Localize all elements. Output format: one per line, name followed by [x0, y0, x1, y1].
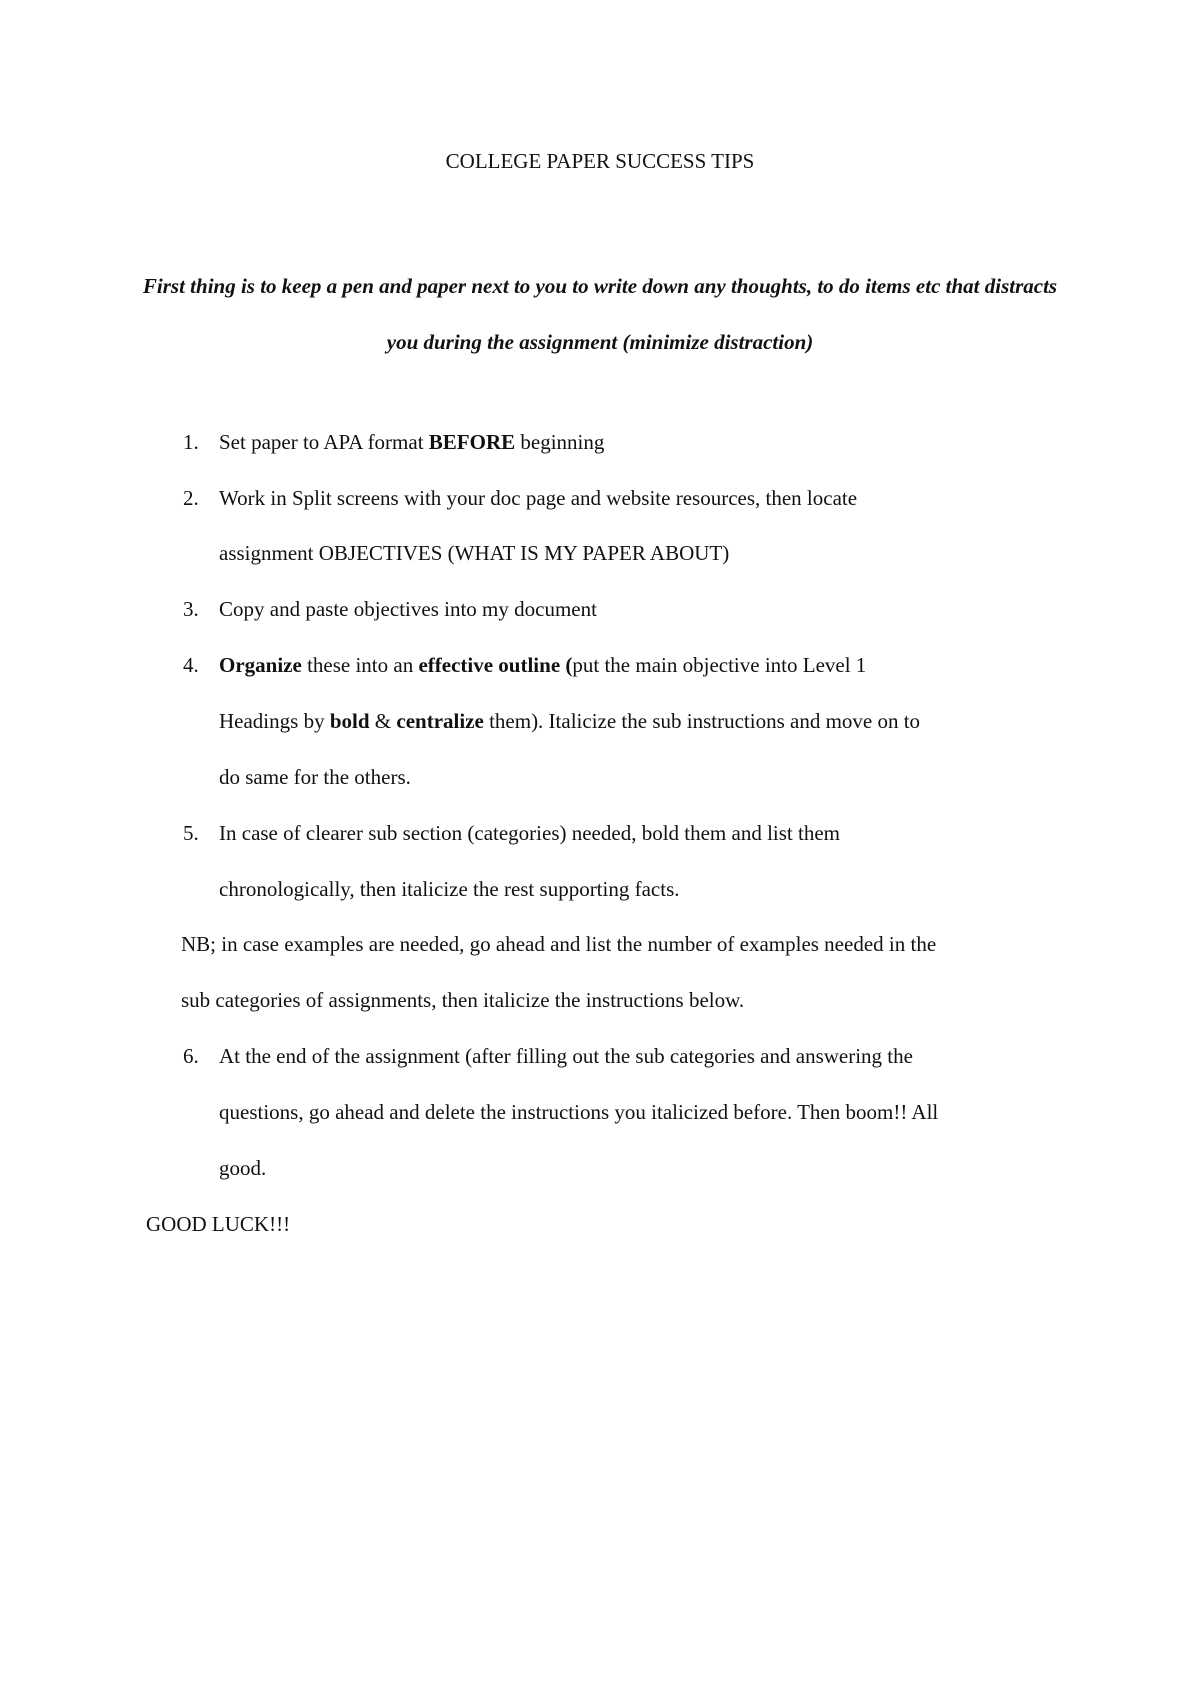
- list-item-line: Set paper to APA format BEFORE beginning: [219, 430, 605, 454]
- list-item-line: Copy and paste objectives into my document: [219, 597, 597, 621]
- list-number: 1.: [183, 430, 199, 454]
- list-item-line: do same for the others.: [219, 765, 411, 789]
- intro-paragraph: First thing is to keep a pen and paper next to you to write down any thoughts, to do items etc that distracts you during the assignment (minimize distraction): [142, 274, 1058, 354]
- list-number: 3.: [183, 597, 199, 621]
- list-item-line: Work in Split screens with your doc page and website resources, then locate: [219, 486, 858, 510]
- list-number: 5.: [183, 821, 199, 845]
- list-item-line: Organize these into an effective outline (put the main objective into Level 1: [219, 653, 867, 677]
- nb-note-line: sub categories of assignments, then italicize the instructions below.: [181, 988, 745, 1012]
- list-item-line: In case of clearer sub section (categories) needed, bold them and list them: [219, 821, 841, 845]
- list-number: 2.: [183, 486, 199, 510]
- list-item-line: chronologically, then italicize the rest supporting facts.: [219, 877, 680, 901]
- list-item-line: assignment OBJECTIVES (WHAT IS MY PAPER ABOUT): [219, 541, 730, 565]
- list-item-line: good.: [219, 1156, 267, 1180]
- list-item-line: questions, go ahead and delete the instructions you italicized before. Then boom!! All: [219, 1100, 939, 1124]
- closing-text: GOOD LUCK!!!: [146, 1212, 291, 1236]
- list-item-line: At the end of the assignment (after filling out the sub categories and answering the: [219, 1044, 913, 1068]
- nb-note-line: NB; in case examples are needed, go ahead and list the number of examples needed in the: [181, 932, 937, 956]
- list-number: 4.: [183, 653, 199, 677]
- page-title: COLLEGE PAPER SUCCESS TIPS: [445, 149, 755, 173]
- list-item-line: Headings by bold & centralize them). Italicize the sub instructions and move on to: [219, 709, 921, 733]
- list-number: 6.: [183, 1044, 199, 1068]
